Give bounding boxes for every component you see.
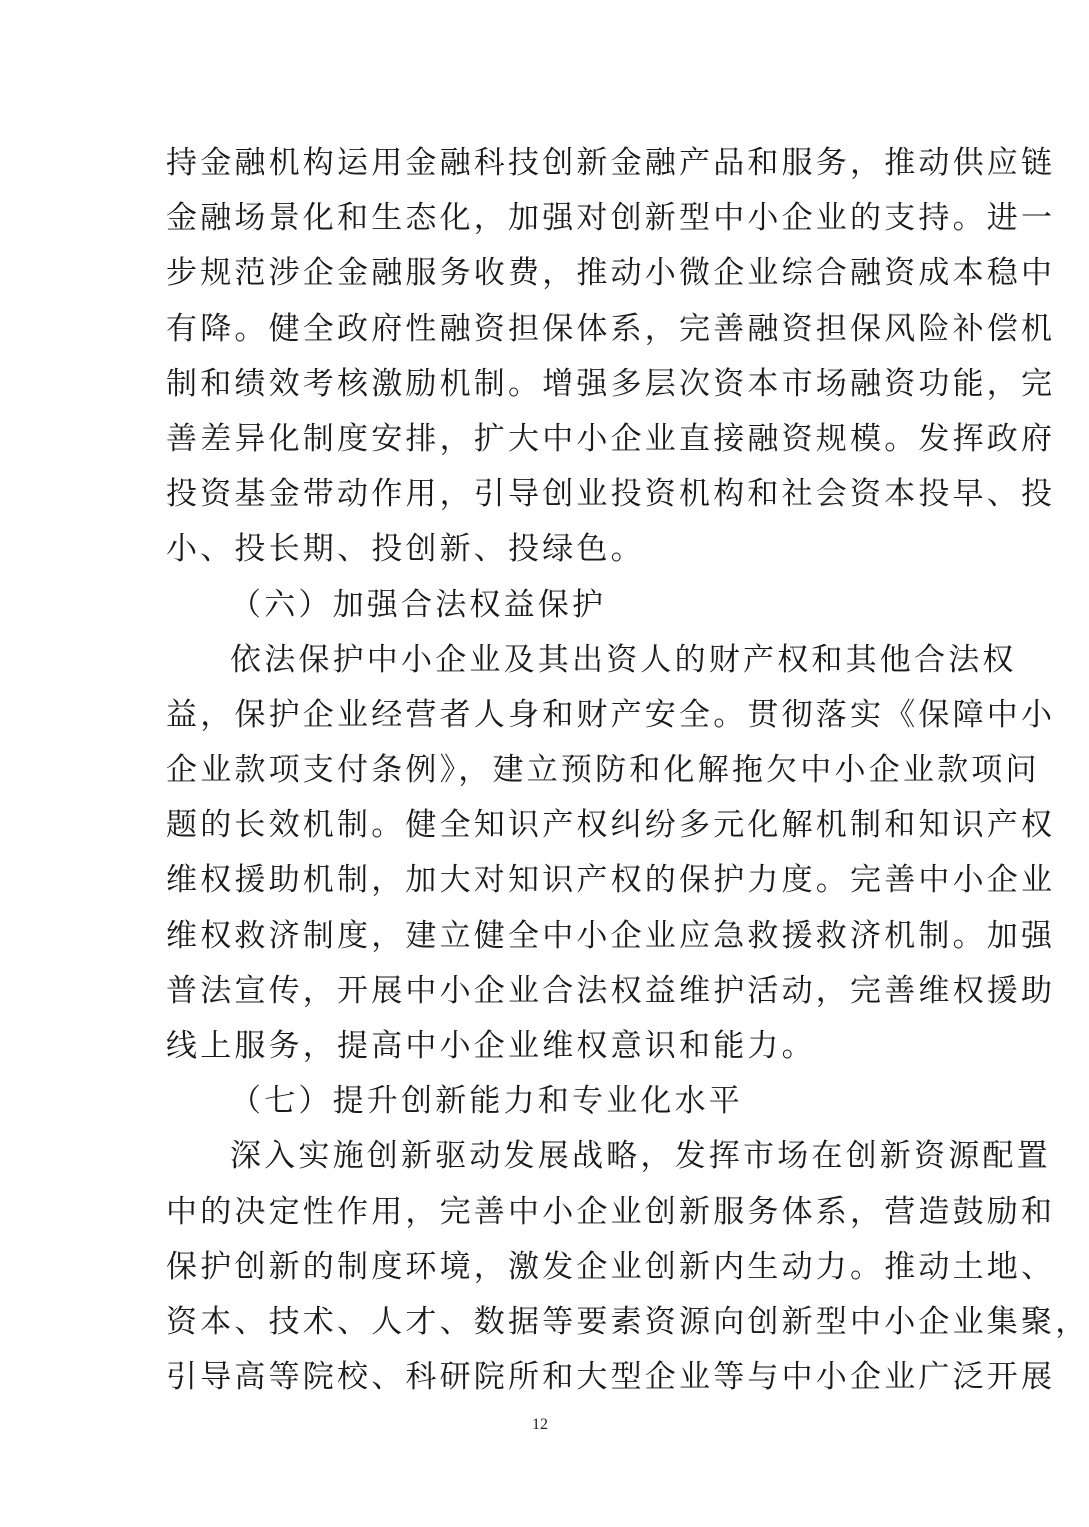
- text-line: 金融场景化和生态化，加强对创新型中小企业的支持。进一: [166, 200, 1056, 237]
- text-line: 益，保护企业经营者人身和财产安全。贯彻落实《保障中小: [166, 696, 1056, 733]
- text-line: 线上服务，提高中小企业维权意识和能力。: [166, 1028, 816, 1064]
- text-line: 善差异化制度安排，扩大中小企业直接融资规模。发挥政府: [166, 420, 1056, 457]
- text-line: 企业款项支付条例》，建立预防和化解拖欠中小企业款项问: [166, 752, 1040, 789]
- text-line: 保护创新的制度环境，激发企业创新内生动力。推动土地、: [166, 1248, 1056, 1285]
- paragraph-first-line: 依法保护中小企业及其出资人的财产权和其他合法权: [230, 641, 1017, 678]
- body-text: [166, 136, 1089, 1405]
- text-line: 中的决定性作用，完善中小企业创新服务体系，营造鼓励和: [166, 1193, 1056, 1230]
- text-line: 引导高等院校、科研院所和大型企业等与中小企业广泛开展: [166, 1359, 1056, 1396]
- text-line: 普法宣传，开展中小企业合法权益维护活动，完善维权援助: [166, 972, 1056, 1009]
- text-line: 持金融机构运用金融科技创新金融产品和服务，推动供应链: [166, 145, 1056, 181]
- section-heading-7: （七）提升创新能力和专业化水平: [230, 1083, 743, 1120]
- text-line: 有降。健全政府性融资担保体系，完善融资担保风险补偿机: [166, 310, 1056, 347]
- text-line: 投资基金带动作用，引导创业投资机构和社会资本投早、投: [166, 476, 1056, 513]
- text-line: 步规范涉企金融服务收费，推动小微企业综合融资成本稳中: [166, 255, 1056, 292]
- text-line: 资本、技术、人才、数据等要素资源向创新型中小企业集聚，: [166, 1303, 1089, 1340]
- page-number: 12: [532, 1416, 548, 1433]
- text-line: 小、投长期、投创新、投绿色。: [166, 531, 645, 568]
- paragraph-first-line: 深入实施创新驱动发展战略，发挥市场在创新资源配置: [230, 1138, 1051, 1175]
- text-line: 制和绩效考核激励机制。增强多层次资本市场融资功能，完: [166, 365, 1056, 402]
- text-line: 题的长效机制。健全知识产权纠纷多元化解机制和知识产权: [166, 807, 1056, 844]
- section-heading-6: （六）加强合法权益保护: [230, 586, 607, 623]
- text-line: 维权援助机制，加大对知识产权的保护力度。完善中小企业: [166, 862, 1056, 899]
- text-line: 维权救济制度，建立健全中小企业应急救援救济机制。加强: [166, 917, 1056, 954]
